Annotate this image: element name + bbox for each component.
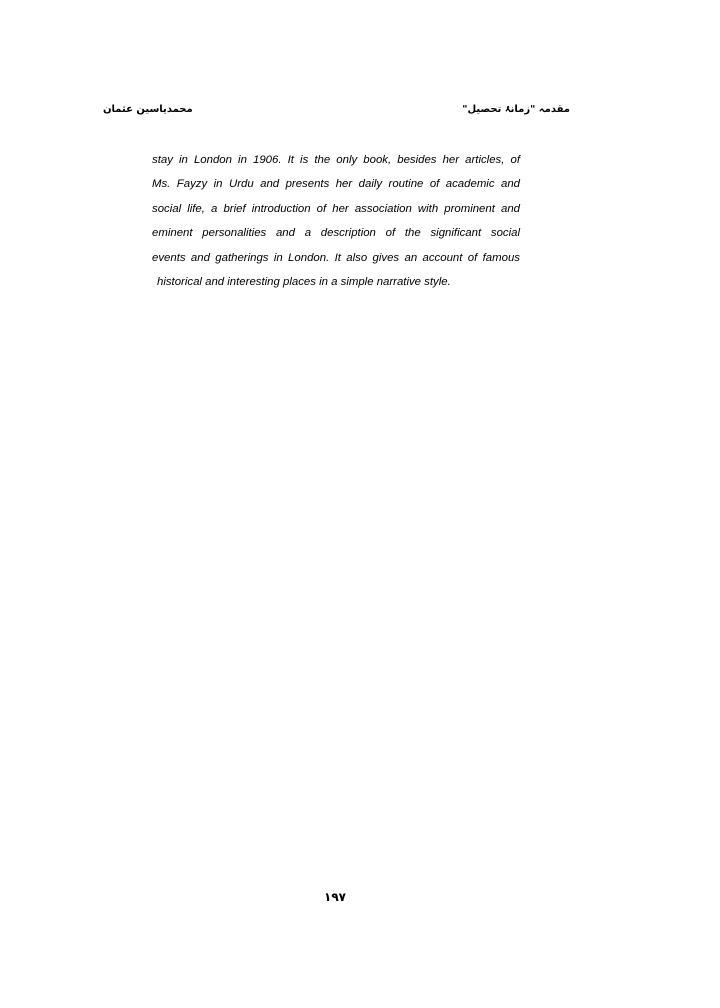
paragraph-line: stay in London in 1906. It is the only book, besides her articles, of xyxy=(152,154,520,166)
page-number: ۱۹۷ xyxy=(324,890,346,904)
paragraph-line: Ms. Fayzy in Urdu and presents her daily routine of academic and xyxy=(152,178,520,191)
paragraph-line: historical and interesting places in a simple narrative style. xyxy=(157,276,451,289)
paragraph-line: events and gatherings in London. It also gives an account of famous xyxy=(152,251,520,264)
paragraph-line: eminent personalities and a description of the significant social xyxy=(152,227,520,240)
running-header-title: مقدمہ "زمانۂ تحصیل" xyxy=(462,104,570,115)
abstract-paragraph xyxy=(152,148,520,294)
paragraph-line: social life, a brief introduction of her association with prominent and xyxy=(152,202,520,215)
running-header-author: محمدیاسین عثمان xyxy=(103,104,193,115)
